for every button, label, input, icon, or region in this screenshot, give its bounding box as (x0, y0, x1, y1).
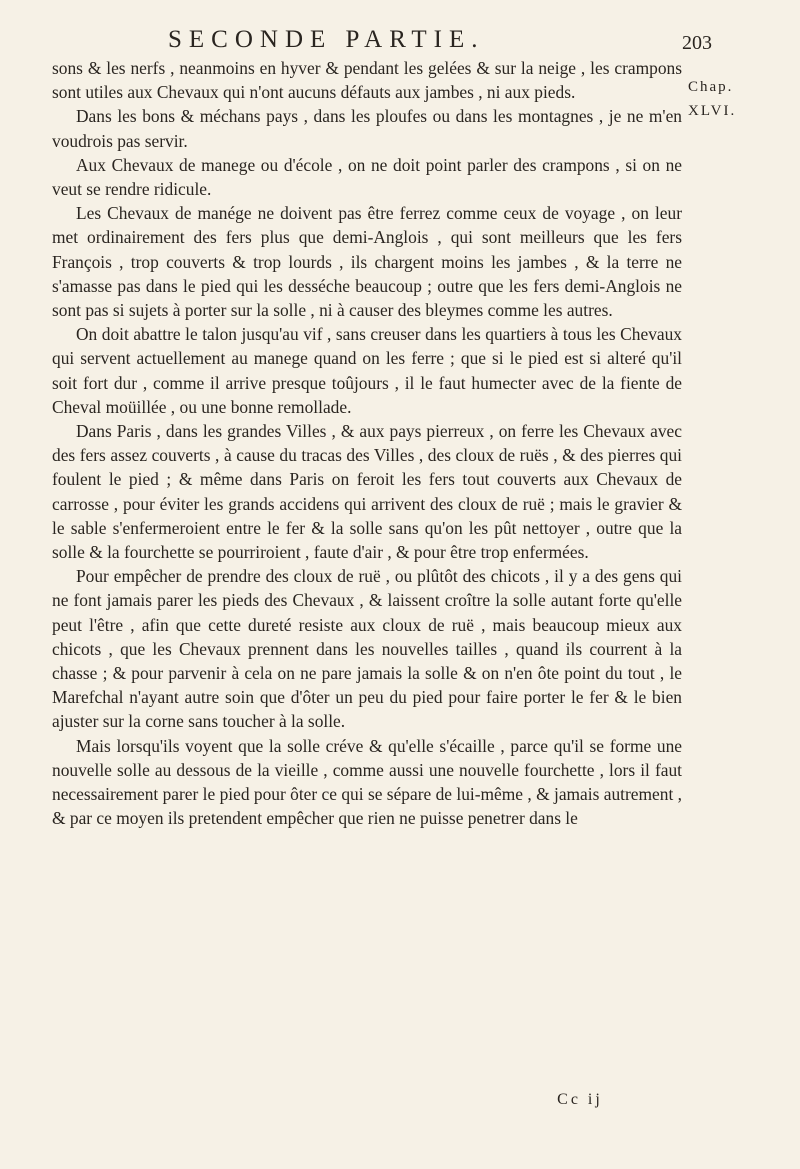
running-title: SECONDE PARTIE. (168, 26, 485, 53)
paragraph: On doit abattre le talon jusqu'au vif , sans creuser dans les quartiers à tous les Chevaux qui servent actuellement au manege quand on les ferre ; que si le pied est si alteré qu'il soit fort dur , comme il arrive presque toûjours , il le faut humecter avec de la fiente de Cheval moüillée , ou une bonne remollade. (52, 324, 682, 417)
paragraph: Dans les bons & méchans pays , dans les ploufes ou dans les montagnes , je ne m'en voudrois pas servir. (52, 106, 682, 151)
paragraph: Aux Chevaux de manege ou d'école , on ne doit point parler des crampons , si on ne veut se rendre ridicule. (52, 154, 682, 200)
paragraph: Les Chevaux de manége ne doivent pas être ferrez comme ceux de voyage , on leur met ordinairement des fers plus que demi-Anglois , qui sont meilleurs que les fers François , trop couverts & trop lourds , ils chargent moins les jambes , & la terre ne s'amasse pas dans le pied qui les desséche beaucoup ; outre que les fers demi-Anglois ne sont pas si sujets à porter sur la solle , ni à causer des bleymes comme les autres. (52, 203, 682, 321)
margin-chapter-number: XLVI. (688, 103, 737, 119)
paragraph: Dans Paris , dans les grandes Villes , & aux pays pierreux , on ferre les Chevaux avec des fers assez couverts , à cause du tracas des Villes , des cloux de ruës , & des pierres qui foulent le pied ; & même dans Paris on feroit les fers tout couverts aux Chevaux de carrosse , pour éviter les grands accidens qui arrivent des cloux de ruë ; mais le gravier & le sable s'enfermeroient entre le fer & la solle sans qu'on les pût nettoyer , outre que la solle & la fourchette se pourriroient , faute d'air , & pour être trop enfermées. (52, 421, 682, 563)
page-number: 203 (682, 32, 712, 54)
margin-chapter-label: Chap. (688, 79, 734, 95)
paragraph: Pour empêcher de prendre des cloux de ruë , ou plûtôt des chicots , il y a des gens qui ne font jamais parer les pieds des Chevaux , & laissent croître la solle autant forte qu'elle peut l'être , afin que cette dureté resiste aux cloux de ruë , mais beaucoup mieux aux chicots , que les Chevaux prennent dans les nouvelles tailles , quand ils courrent à la chasse ; & pour parvenir à cela on ne pare jamais la solle & on n'en ôte point du tout , le Marefchal n'ayant autre soin que d'ôter un peu du pied pour faire porter le fer & le bien ajuster sur la corne sans toucher à la solle. (52, 566, 682, 732)
body-text (52, 56, 682, 831)
signature-mark: Cc ij (557, 1091, 603, 1108)
paragraph: Mais lorsqu'ils voyent que la solle créve & qu'elle s'écaille , parce qu'il se forme une nouvelle solle au dessous de la vieille , comme aussi une nouvelle fourchette , lors il faut necessairement parer le pied pour ôter ce qui se sépare de lui-même , & jamais autrement , & par ce moyen ils pretendent empêcher que rien ne puisse penetrer dans le (52, 735, 682, 829)
paragraph: sons & les nerfs , neanmoins en hyver & pendant les gelées & sur la neige , les crampons sont utiles aux Chevaux qui n'ont aucuns défauts aux jambes , ni aux pieds. (52, 58, 682, 103)
